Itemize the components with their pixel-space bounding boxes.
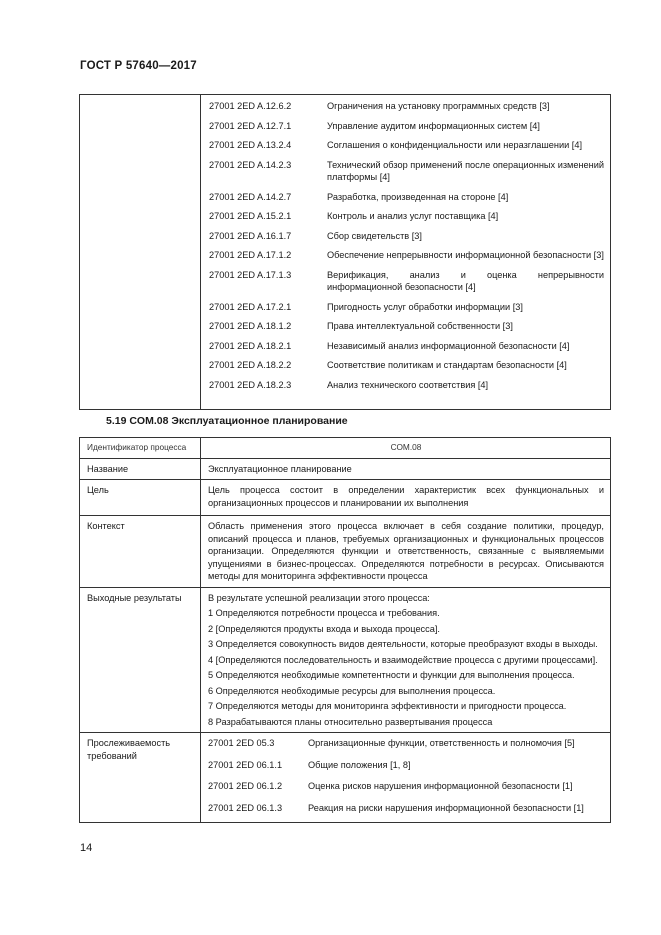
list-item [209, 244, 604, 264]
table-row [80, 516, 611, 588]
list-item: 4 [Определяются последовательность и взаимодействие процесса с другими процессами]. [208, 654, 598, 665]
table-row [80, 587, 611, 733]
ref-code: 27001 2ED A.17.1.3 [209, 269, 292, 280]
list-item [209, 335, 604, 355]
list-item [209, 225, 604, 245]
trace-label: Прослеживаемость требований [80, 733, 201, 823]
ref-code: 27001 2ED A.18.1.2 [209, 321, 292, 331]
ref-text: Анализ технического соответствия [4] [327, 379, 489, 390]
trace-code: 27001 2ED 06.1.1 [208, 759, 283, 770]
name-value: Эксплуатационное планирование [201, 458, 611, 480]
trace-cell [201, 733, 611, 823]
ref-code: 27001 2ED A.17.1.2 [209, 250, 292, 260]
list-item: 6 Определяются необходимые ресурсы для выполнения процесса. [208, 685, 496, 696]
outputs-cell [201, 587, 611, 733]
outputs-label: Выходные результаты [80, 587, 201, 733]
ref-text: Технический обзор применений после операционных изменений платформы [4] [327, 159, 604, 182]
ref-code: 27001 2ED A.18.2.2 [209, 360, 292, 370]
list-item [209, 354, 604, 374]
ref-code: 27001 2ED A.12.7.1 [209, 120, 292, 131]
goal-value: Цель процесса состоит в определении характеристик всех функциональных и организационных процессов и планировании их выполнения [201, 480, 611, 516]
page-number: 14 [80, 842, 93, 854]
list-item: 8 Разрабатываются планы относительно развертывания процесса [208, 716, 493, 727]
ref-text: Сбор свидетельств [3] [327, 230, 422, 241]
trace-list [208, 737, 604, 814]
ref-text: Соглашения о конфиденциальности или неразглашении [4] [327, 140, 582, 150]
list-item [208, 780, 604, 793]
continuation-refs-cell [201, 95, 611, 410]
list-item [208, 759, 604, 772]
list-item: 7 Определяются методы для мониторинга эффективности и пригодности процесса. [208, 701, 567, 711]
list-item [209, 296, 604, 316]
trace-text: Общие положения [1, 8] [308, 759, 411, 770]
process-id-label: Идентификатор процесса [80, 438, 201, 459]
continuation-empty-cell [80, 95, 201, 410]
ref-text: Верификация, анализ и оценка непрерывности информационной безопасности [4] [327, 269, 604, 292]
name-label: Название [80, 458, 201, 480]
list-item [209, 115, 604, 135]
section-title: 5.19 COM.08 Эксплуатационное планирование [106, 415, 348, 427]
ref-text: Управление аудитом информационных систем [4] [327, 120, 540, 131]
context-label: Контекст [80, 516, 201, 588]
list-item: 2 [Определяются продукты входа и выхода процесса]. [208, 623, 440, 634]
list-item: 3 Определяется совокупность видов деятельности, которые преобразуют входы в выходы. [208, 639, 598, 649]
continuation-ref-list [201, 95, 610, 393]
list-item: 1 Определяются потребности процесса и требования. [208, 608, 440, 618]
outputs-list [208, 592, 604, 729]
table-row [80, 438, 611, 459]
ref-code: 27001 2ED A.14.2.3 [209, 159, 292, 170]
trace-code: 27001 2ED 06.1.2 [208, 781, 283, 791]
process-table [79, 437, 611, 823]
trace-text: Реакция на риски нарушения информационной безопасности [1] [308, 802, 584, 813]
ref-code: 27001 2ED A.15.2.1 [209, 211, 292, 221]
ref-text: Разработка, произведенная на стороне [4] [327, 191, 509, 202]
continuation-table [79, 94, 611, 410]
list-item [209, 95, 604, 115]
list-item [209, 134, 604, 154]
ref-text: Соответствие политикам и стандартам безопасности [4] [327, 360, 567, 370]
list-item [209, 205, 604, 225]
context-value: Область применения этого процесса включает в себя создание политики, процедур, описаний процесса и планов, требуемых организационных и функциональных процессов организации. Определяются функции и ответственность, связанные с выявляемыми упущениями в бизнес-процессах. Определяются потребности в ресурсах. Описываются методы для мониторинга эффективности процесса [201, 516, 611, 588]
ref-text: Независимый анализ информационной безопасности [4] [327, 340, 570, 351]
ref-text: Обеспечение непрерывности информационной безопасности [3] [327, 250, 604, 260]
ref-code: 27001 2ED A.16.1.7 [209, 230, 292, 241]
list-item [209, 154, 604, 186]
ref-code: 27001 2ED A.17.2.1 [209, 301, 292, 312]
document-header: ГОСТ Р 57640—2017 [80, 60, 197, 72]
ref-code: 27001 2ED A.18.2.1 [209, 340, 292, 351]
ref-text: Контроль и анализ услуг поставщика [4] [327, 211, 499, 221]
list-item [209, 186, 604, 206]
process-id-value: СОМ.08 [201, 438, 611, 459]
trace-text: Организационные функции, ответственность и полномочия [5] [308, 738, 575, 748]
list-item: 5 Определяются необходимые компетентности и функции для выполнения процесса. [208, 670, 575, 680]
table-row [80, 480, 611, 516]
table-row [80, 733, 611, 823]
ref-text: Права интеллектуальной собственности [3] [327, 321, 513, 331]
trace-code: 27001 2ED 06.1.3 [208, 802, 283, 813]
ref-code: 27001 2ED A.18.2.3 [209, 379, 292, 390]
ref-code: 27001 2ED A.12.6.2 [209, 101, 292, 111]
list-item [209, 264, 604, 296]
ref-text: Пригодность услуг обработки информации [3] [327, 301, 523, 312]
list-item: В результате успешной реализации этого процесса: [208, 592, 430, 603]
list-item [209, 374, 604, 394]
ref-text: Ограничения на установку программных средств [3] [327, 101, 550, 111]
table-row [80, 458, 611, 480]
list-item [208, 737, 604, 750]
goal-label: Цель [80, 480, 201, 516]
trace-text: Оценка рисков нарушения информационной безопасности [1] [308, 781, 573, 791]
ref-code: 27001 2ED A.13.2.4 [209, 140, 292, 150]
trace-code: 27001 2ED 05.3 [208, 738, 275, 748]
list-item [208, 802, 604, 815]
ref-code: 27001 2ED A.14.2.7 [209, 191, 292, 202]
list-item [209, 315, 604, 335]
